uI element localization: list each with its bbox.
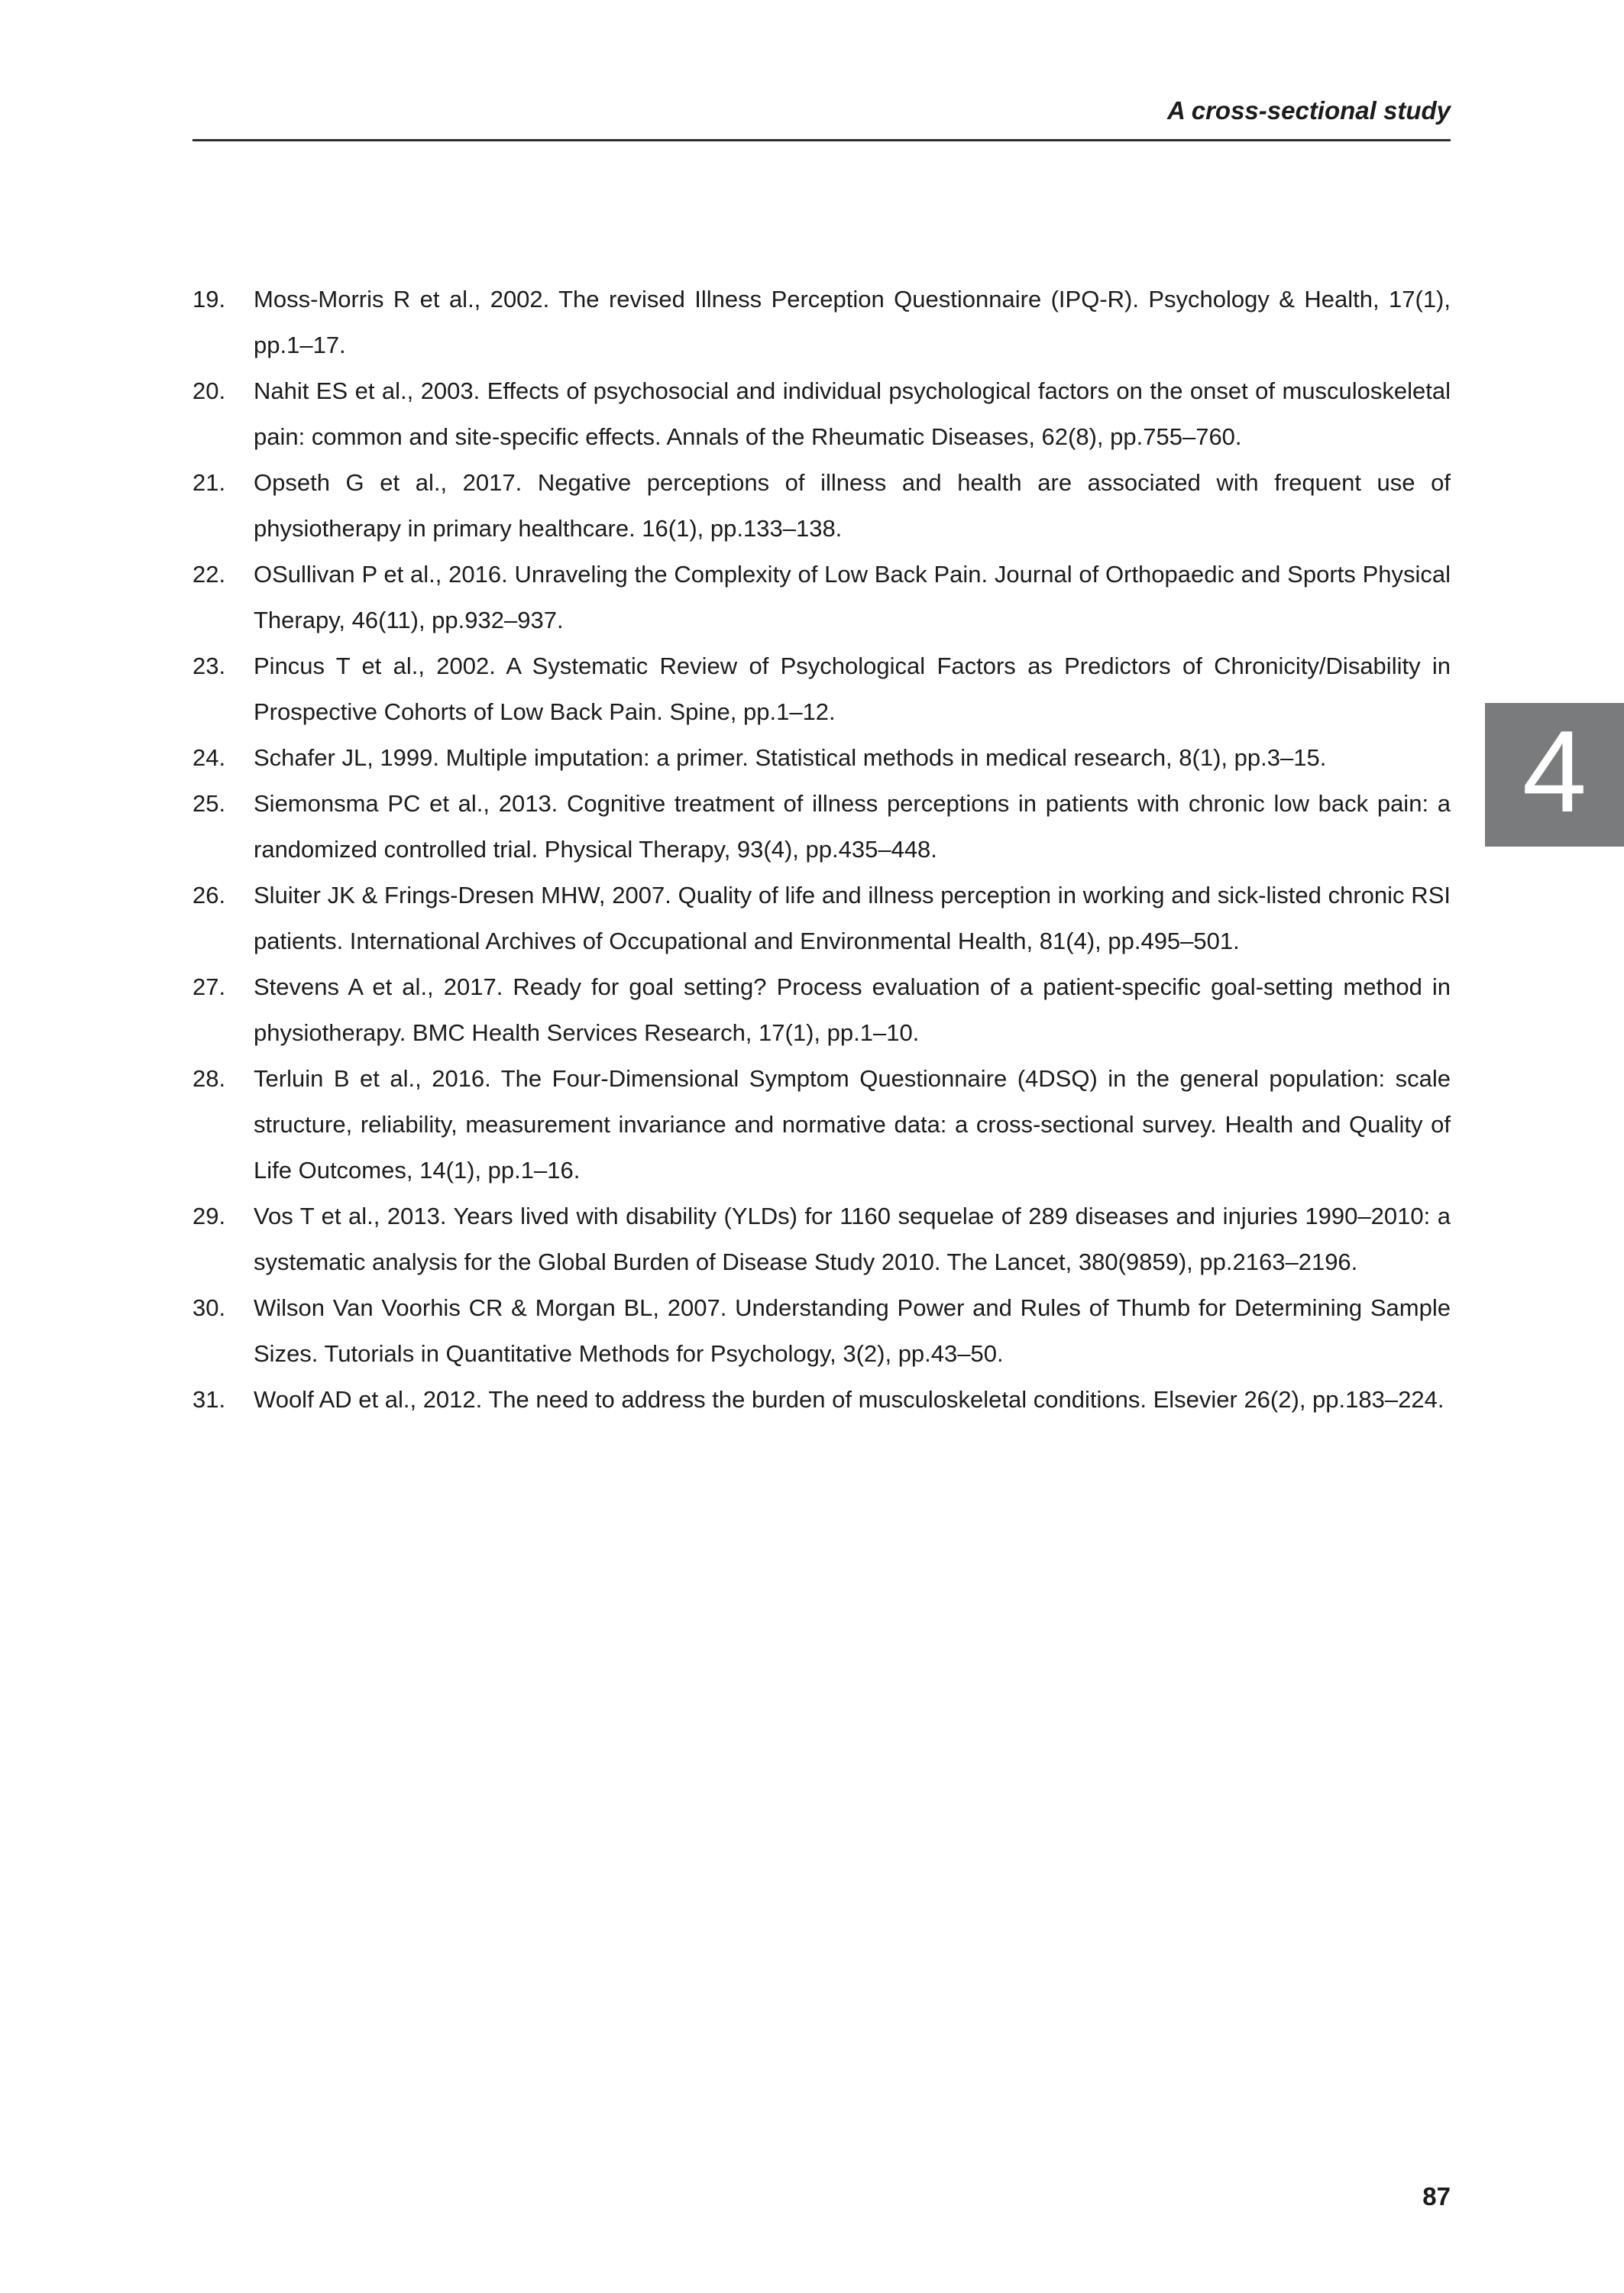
reference-item [192,552,1451,643]
reference-text: Nahit ES et al., 2003. Effects of psychosocial and individual psychological factors on the onset of musculoskeletal pain: common and site-specific effects. Annals of the Rheumatic Diseases, 62(8), pp.755–760. [254,377,1451,450]
reference-number: 22. [192,561,226,588]
reference-number: 31. [192,1386,226,1413]
reference-number: 26. [192,882,226,908]
reference-text: Opseth G et al., 2017. Negative perceptions of illness and health are associated with frequent use of physiotherapy in primary healthcare. 16(1), pp.133–138. [254,469,1451,542]
reference-item [192,964,1451,1056]
reference-number: 19. [192,286,226,313]
reference-item [192,873,1451,964]
reference-number: 30. [192,1294,226,1321]
reference-item [192,643,1451,735]
reference-item [192,735,1451,781]
reference-item [192,1056,1451,1193]
reference-text: Sluiter JK & Frings-Dresen MHW, 2007. Quality of life and illness perception in working and sick-listed chronic RSI patients. International Archives of Occupational and Environmental Health, 81(4), pp.495–501. [254,882,1451,954]
reference-text: OSullivan P et al., 2016. Unraveling the Complexity of Low Back Pain. Journal of Orthopaedic and Sports Physical Therapy, 46(11), pp.932–937. [254,561,1451,633]
reference-text: Moss-Morris R et al., 2002. The revised Illness Perception Questionnaire (IPQ-R). Psychology & Health, 17(1), pp.1–17. [254,286,1451,358]
reference-text: Vos T et al., 2013. Years lived with disability (YLDs) for 1160 sequelae of 289 diseases and injuries 1990–2010: a systematic analysis for the Global Burden of Disease Study 2010. The Lancet, 380(9859), pp.2163–2196. [254,1203,1451,1275]
reference-item [192,1193,1451,1285]
reference-item [192,460,1451,552]
chapter-tab [1485,703,1624,847]
reference-item [192,277,1451,368]
reference-number: 21. [192,469,226,496]
reference-number: 23. [192,653,226,679]
reference-list [192,277,1451,1423]
page-header [192,96,1451,141]
reference-text: Pincus T et al., 2002. A Systematic Review of Psychological Factors as Predictors of Chronicity/Disability in Prospective Cohorts of Low Back Pain. Spine, pp.1–12. [254,653,1451,725]
reference-text: Woolf AD et al., 2012. The need to address the burden of musculoskeletal conditions. Elsevier 26(2), pp.183–224. [254,1386,1444,1413]
reference-item [192,368,1451,460]
page-number: 87 [1422,2182,1451,2210]
reference-text: Terluin B et al., 2016. The Four-Dimensional Symptom Questionnaire (4DSQ) in the general population: scale structure, reliability, measurement invariance and normative data: a cross-sectional survey. Health and Quality of Life Outcomes, 14(1), pp.1–16. [254,1065,1451,1184]
reference-text: Stevens A et al., 2017. Ready for goal setting? Process evaluation of a patient-specific goal-setting method in physiotherapy. BMC Health Services Research, 17(1), pp.1–10. [254,973,1451,1046]
reference-item [192,1285,1451,1377]
reference-item [192,781,1451,873]
reference-number: 20. [192,377,226,404]
reference-number: 24. [192,744,226,771]
reference-number: 28. [192,1065,226,1092]
reference-number: 25. [192,790,226,817]
reference-text: Wilson Van Voorhis CR & Morgan BL, 2007. Understanding Power and Rules of Thumb for Determining Sample Sizes. Tutorials in Quantitative Methods for Psychology, 3(2), pp.43–50. [254,1294,1451,1367]
reference-item [192,1377,1451,1423]
reference-number: 29. [192,1203,226,1229]
page-footer [192,2182,1451,2211]
reference-text: Siemonsma PC et al., 2013. Cognitive treatment of illness perceptions in patients with chronic low back pain: a randomized controlled trial. Physical Therapy, 93(4), pp.435–448. [254,790,1451,863]
reference-text: Schafer JL, 1999. Multiple imputation: a primer. Statistical methods in medical research, 8(1), pp.3–15. [254,744,1327,771]
reference-number: 27. [192,973,226,1000]
chapter-number: 4 [1522,707,1587,837]
running-header-title: A cross-sectional study [1166,96,1451,125]
